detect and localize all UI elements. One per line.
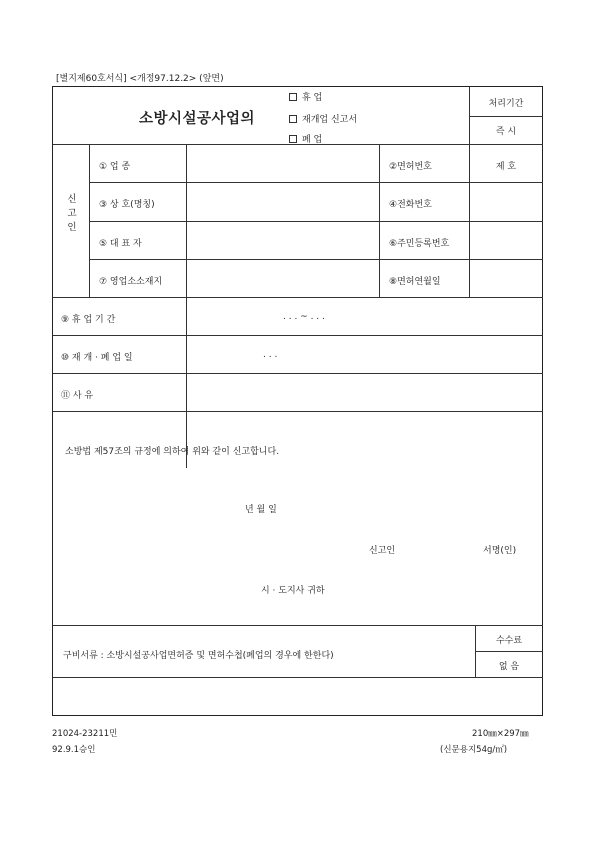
form-number: [별지제60호서식] <개정97.12.2> (앞면) (56, 74, 224, 84)
divider (475, 651, 543, 652)
option-suspension[interactable]: 휴 업 (289, 90, 322, 103)
phone-number-field[interactable] (470, 183, 543, 220)
footer-paper-type: (신문용지54g/㎡) (440, 745, 508, 755)
reopen-closure-date-label: ⑩ 재 개 · 폐 업 일 (61, 353, 133, 363)
divider (53, 625, 543, 626)
resident-number-field[interactable] (470, 222, 543, 258)
license-date-label: ⑧면허연월일 (389, 277, 441, 287)
divider (469, 116, 543, 117)
divider (53, 411, 543, 412)
suspension-period-label: ⑨ 휴 업 기 간 (61, 315, 116, 325)
footer-paper-size: 210㎜×297㎜ (472, 729, 529, 739)
license-date-field[interactable] (470, 260, 543, 296)
form-title: 소방시설공사업의 (139, 111, 256, 127)
resident-number-label: ⑥주민등록번호 (389, 239, 450, 249)
divider (53, 297, 543, 298)
business-type-label: ① 업 종 (99, 162, 131, 172)
processing-period-label: 처리기간 (488, 99, 524, 109)
option-closure[interactable]: 폐 업 (289, 132, 322, 145)
representative-field[interactable] (187, 222, 378, 258)
option-reopen[interactable]: 재개업 신고서 (289, 112, 357, 125)
office-address-field[interactable] (187, 260, 378, 296)
divider (53, 677, 543, 678)
fee-label: 수수료 (495, 636, 523, 646)
company-name-field[interactable] (187, 183, 378, 220)
declaration-statement: 소방법 제57조의 규정에 의하여 위와 같이 신고합니다. (65, 447, 280, 457)
office-address-label: ⑦ 영업소소재지 (99, 277, 163, 287)
suspension-period-field[interactable]: . . . ~ . . . (283, 312, 325, 322)
footer-approval: 92.9.1승인 (52, 745, 96, 755)
phone-number-label: ④전화번호 (389, 200, 432, 210)
reporter-label: 신고인 (369, 546, 396, 556)
reason-label: ⑪ 사 유 (61, 391, 94, 401)
license-number-label: ②면허번호 (389, 162, 432, 172)
applicant-side-label: 신 고 인 (67, 194, 77, 233)
business-type-field[interactable] (187, 145, 378, 181)
report-form (52, 86, 543, 716)
declaration-date[interactable]: 년 월 일 (245, 505, 277, 515)
company-name-label: ③ 상 호(명칭) (99, 200, 155, 210)
divider (53, 335, 543, 336)
checkbox-icon[interactable] (289, 135, 297, 143)
reason-field[interactable] (187, 374, 543, 410)
representative-label: ⑤ 대 표 자 (99, 239, 142, 249)
license-number-field[interactable]: 제 호 (495, 162, 517, 172)
processing-period-value: 즉 시 (495, 127, 517, 137)
checkbox-icon[interactable] (289, 93, 297, 101)
signature-label[interactable]: 서명(인) (483, 546, 517, 556)
required-documents: 구비서류 : 소방시설공사업면허증 및 면허수첩(폐업의 경우에 한한다) (63, 651, 334, 661)
fee-value: 없 음 (498, 662, 520, 672)
checkbox-icon[interactable] (289, 115, 297, 123)
addressee: 시 · 도지사 귀하 (261, 586, 325, 596)
footer-code: 21024-23211민 (52, 729, 118, 739)
reopen-closure-date-field[interactable]: . . . (263, 350, 278, 360)
